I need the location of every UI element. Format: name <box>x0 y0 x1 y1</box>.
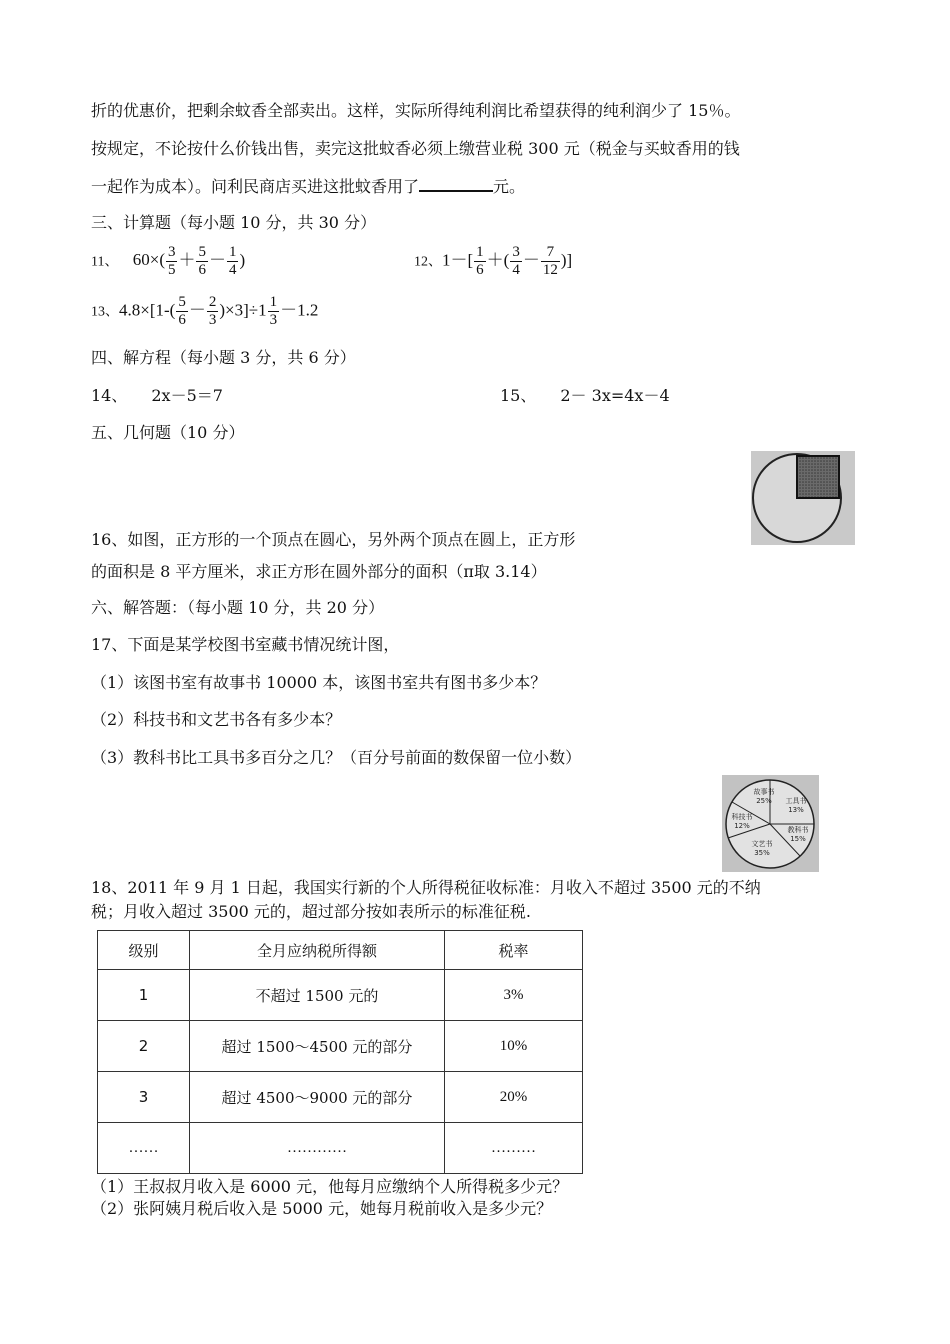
q18-line-1: 18、2011 年 9 月 1 日起，我国实行新的个人所得税征收标准：月收入不超过 3500 元的不纳 <box>91 878 761 897</box>
q12-fraction-1: $\frac{1}{6}$ <box>476 244 484 278</box>
pie-pct-tool: 13% <box>788 806 804 814</box>
q18-part-2: （2）张阿姨月税后收入是 5000 元，她每月税前收入是多少元？ <box>91 1199 553 1218</box>
section3-heading: 三、计算题（每小题 10 分，共 30 分） <box>91 213 377 232</box>
pie-label-science: 科技书 <box>731 813 753 821</box>
question-12: 12、1－[ $\frac{1}{6}$ ＋( $\frac{3}{4}$ － $\frac{7}{12}$ )] <box>414 244 573 278</box>
intro-line-1: 折的优惠价，把剩余蚊香全部卖出。这样，实际所得纯利润比希望获得的纯利润少了 15％。 <box>91 101 741 120</box>
pie-pct-textbook: 15% <box>790 835 806 843</box>
table-row <box>98 1123 583 1174</box>
intro-line-2: 按规定，不论按什么价钱出售，卖完这批蚊香必须上缴营业税 300 元（税金与买蚊香用的钱 <box>91 139 740 158</box>
cell-rate: 10% <box>445 1021 583 1072</box>
header-level: 级别 <box>98 931 190 970</box>
q17-part-1: （1）该图书室有故事书 10000 本，该图书室共有图书多少本？ <box>91 673 547 692</box>
cell-income: ………… <box>190 1123 445 1174</box>
q17-intro: 17、下面是某学校图书室藏书情况统计图， <box>91 635 400 654</box>
question-14 <box>91 386 223 406</box>
intro-line-3-text: 一起作为成本）。问利民商店买进这批蚊香用了 <box>91 177 420 196</box>
cell-rate: ……… <box>445 1123 583 1174</box>
q11-number: 11、 <box>91 254 119 270</box>
figure-square <box>797 456 839 498</box>
q11-fraction-1: $\frac{3}{5}$ <box>167 244 176 278</box>
tax-rate-table <box>97 930 583 1174</box>
q14-equation: 2x－5＝7 <box>151 386 223 405</box>
q16-line-2: 的面积是 8 平方厘米，求正方形在圆外部分的面积（π取 3.14） <box>91 562 547 581</box>
table-row <box>98 970 583 1021</box>
cell-rate: 3% <box>445 970 583 1021</box>
q11-pre: 60×( <box>132 250 165 270</box>
header-income: 全月应纳税所得额 <box>190 931 445 970</box>
intro-line-3 <box>91 176 525 197</box>
table-row <box>98 1021 583 1072</box>
pie-label-literature: 文艺书 <box>751 840 773 848</box>
table-header-row <box>98 931 583 970</box>
pie-pct-literature: 35% <box>754 849 770 857</box>
cell-income: 超过 1500～4500 元的部分 <box>190 1021 445 1072</box>
pie-label-tool: 工具书 <box>785 797 807 805</box>
section4-heading: 四、解方程（每小题 3 分，共 6 分） <box>91 348 356 367</box>
q17-part-3: （3）教科书比工具书多百分之几？（百分号前面的数保留一位小数） <box>91 748 582 767</box>
question-15 <box>500 386 670 406</box>
q16-line-1: 16、如图，正方形的一个顶点在圆心，另外两个顶点在圆上，正方形 <box>91 530 576 549</box>
cell-level: 1 <box>98 970 190 1021</box>
pie-pct-science: 12% <box>734 822 750 830</box>
q12-pre: 1－[ <box>442 250 474 270</box>
cell-level: 2 <box>98 1021 190 1072</box>
cell-income: 超过 4500～9000 元的部分 <box>190 1072 445 1123</box>
q17-part-2: （2）科技书和文艺书各有多少本？ <box>91 710 342 729</box>
q11-fraction-2: $\frac{5}{6}$ <box>198 244 206 278</box>
pie-label-textbook: 教科书 <box>787 826 809 834</box>
question-11: 11、 60×( $\frac{3}{5}$ ＋ $\frac{5}{6}$ － $\frac{1}{4}$ ) <box>91 244 246 278</box>
table-row <box>98 1072 583 1123</box>
cell-rate: 20% <box>445 1072 583 1123</box>
q12-number: 12、 <box>414 254 442 270</box>
q13-pre: 4.8×[1-( <box>119 300 176 320</box>
q13-fraction-3: $\frac{1}{3}$ <box>269 294 278 328</box>
cell-level: 3 <box>98 1072 190 1123</box>
q12-fraction-2: $\frac{3}{4}$ <box>512 244 520 278</box>
section5-heading: 五、几何题（10 分） <box>91 423 245 442</box>
book-pie-chart <box>722 775 819 872</box>
q13-number: 13、 <box>91 304 119 320</box>
q12-fraction-3: $\frac{7}{12}$ <box>542 244 558 278</box>
q15-number: 15、 <box>500 386 537 405</box>
pie-pct-story: 25% <box>756 797 772 805</box>
header-rate: 税率 <box>445 931 583 970</box>
cell-level: …… <box>98 1123 190 1174</box>
answer-blank[interactable] <box>419 176 493 192</box>
q18-line-2: 税；月收入超过 3500 元的，超过部分按如表所示的标准征税. <box>91 902 531 921</box>
q15-equation: 2－ 3x=4x－4 <box>560 386 670 405</box>
q11-fraction-3: $\frac{1}{4}$ <box>228 244 237 278</box>
pie-label-story: 故事书 <box>753 788 775 796</box>
q14-number: 14、 <box>91 386 128 405</box>
circle-square-figure <box>751 451 855 545</box>
q13-fraction-2: $\frac{2}{3}$ <box>208 294 217 328</box>
q18-part-1: （1）王叔叔月收入是 6000 元，他每月应缴纳个人所得税多少元？ <box>91 1177 569 1196</box>
q13-fraction-1: $\frac{5}{6}$ <box>178 294 186 328</box>
section6-heading: 六、解答题：（每小题 10 分，共 20 分） <box>91 598 385 617</box>
question-13: 13、4.8×[1-( $\frac{5}{6}$ － $\frac{2}{3}$ )×3]÷1 $\frac{1}{3}$ －1.2 <box>91 294 319 328</box>
cell-income: 不超过 1500 元的 <box>190 970 445 1021</box>
intro-line-3-unit: 元。 <box>493 177 526 196</box>
